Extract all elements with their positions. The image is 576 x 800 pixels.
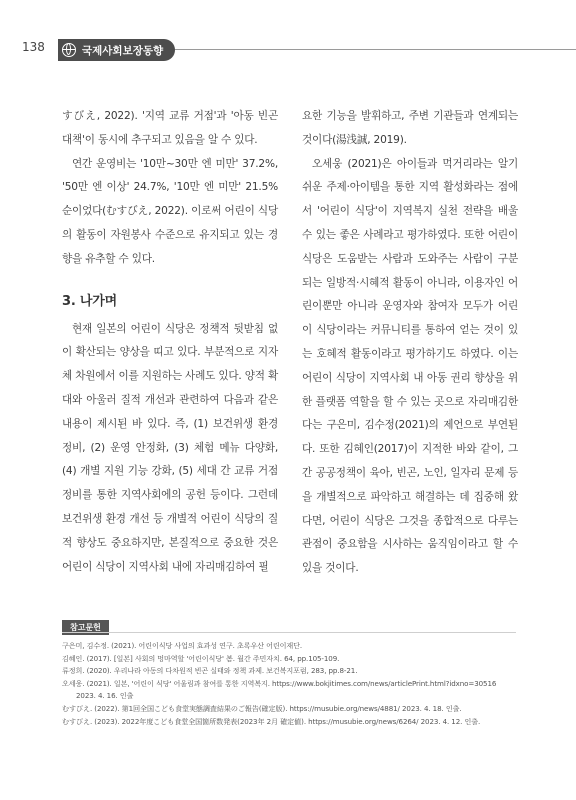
right-paragraph-2: 오세웅 (2021)은 아이들과 먹거리라는 알기 쉬운 주제·아이템을 통한 지역 활성화라는 점에서 '어린이 식당'이 지역복지 실천 전략을 배울 수 있는 좋은 사례라고 평가하였다. 또한 어린이 식당은 도움받는 사람과 도와주는 사람이 구분되는 일방적·시혜적 활동이 아니라, 이용자인 어린이뿐만 아니라 운영자와 참여자 모두가 어린이 식당이라는 커뮤니티를 통하여 얻는 것이 있는 호혜적 활동이라고 평가하기도 하였다. 이는 어린이 식당이 지역사회 내 아동 권리 향상을 위한 플랫폼 역할을 할 수 있는 곳으로 자리매김한다는 구은미, 김수정(2021)의 제언으로 부연된다. 또한 김혜인(2017)이 지적한 바와 같이, 그간 공공정책이 육아, 빈곤, 노인, 일자리 문제 등을 개별적으로 파악하고 해결하는 데 집중해 왔다면, 어린이 식당은 그것을 종합적으로 다루는 관점이 중요함을 시사하는 움직임이라고 할 수 있을 것이다. xyxy=(302,157,518,575)
reference-item: 구은미, 김수정. (2021). 어린이식당 사업의 효과성 연구. 초록우산 어린이재단. xyxy=(62,641,303,650)
section-heading: 3. 나가며 xyxy=(62,293,117,309)
left-paragraph-1: すびえ, 2022). '지역 교류 거점'과 '아동 빈곤 대책'이 동시에 추구되고 있음을 알 수 있다. xyxy=(62,110,278,146)
globe-icon xyxy=(62,43,76,57)
left-paragraph-3: 현재 일본의 어린이 식당은 정책적 뒷받침 없이 확산되는 양상을 띠고 있다. 부분적으로 지자체 차원에서 이를 지원하는 사례도 있다. 양적 확대와 아울러 질적 개선과 관련하여 다음과 같은 내용이 제시된 바 있다. 즉, (1) 보건위생 환경 정비, (2) 운영 안정화, (3) 체험 메뉴 다양화, (4) 개별 지원 기능 강화, (5) 세대 간 교류 거점 정비를 통한 지역사회에의 공헌 등이다. 그런데 보건위생 환경 개선 등 개별적 어린이 식당의 질적 향상도 중요하지만, 본질적으로 중요한 것은 어린이 식당이 지역사회 내에 자리매김하여 필 xyxy=(62,322,278,573)
page-number: 138 xyxy=(22,40,45,54)
reference-item: 2023. 4. 16. 인출 xyxy=(76,691,134,701)
references-label: 참고문헌 xyxy=(62,620,109,635)
reference-item: むすびえ. (2022). 第1回全国こども食堂実態調査結果のご報告(確定版). https://musubie.org/news/4881/ 2023. 4. 18. 인출. xyxy=(62,703,462,713)
reference-item: 김혜인. (2017). [일본] 사회의 멍마역할 '어린이식당' 봄. 월간 주민자치. 64, pp.105-109. xyxy=(62,653,340,663)
section-tag xyxy=(58,39,175,61)
section-title: 국제사회보장동향 xyxy=(82,44,164,57)
references-list xyxy=(62,640,522,728)
reference-item: 류정희. (2020). 우리나라 아동의 다차원적 빈곤 실태와 정책 과제. 보건복지포럼, 283, pp.8-21. xyxy=(62,666,358,676)
right-column xyxy=(302,105,518,581)
left-paragraph-2: 연간 운영비는 '10만~30만 엔 미만' 37.2%, '50만 엔 이상' 24.7%, '10만 엔 미만' 21.5% 순이었다(むすびえ, 2022). 이로써 어린이 식당의 활동이 자원봉사 수준으로 유지되고 있는 경향을 유추할 수 있다. xyxy=(62,157,278,265)
left-column xyxy=(62,105,278,579)
reference-item: 오세웅. (2021). 일본, '어린이 식당' 어울림과 참여를 통한 지역복지. https://www.bokjitimes.com/news/articlePrint.html?idxno=30516 xyxy=(62,678,497,688)
reference-item: むすびえ. (2023). 2022年度こども食堂全国箇所数発表(2023年 2月 確定値). https://musubie.org/news/6264/ 2023. 4. 12. 인출. xyxy=(62,716,481,726)
right-paragraph-1: 요한 기능을 발휘하고, 주변 기관들과 연계되는 것이다(湯浅誠, 2019). xyxy=(302,110,518,146)
references-rule xyxy=(62,632,516,633)
